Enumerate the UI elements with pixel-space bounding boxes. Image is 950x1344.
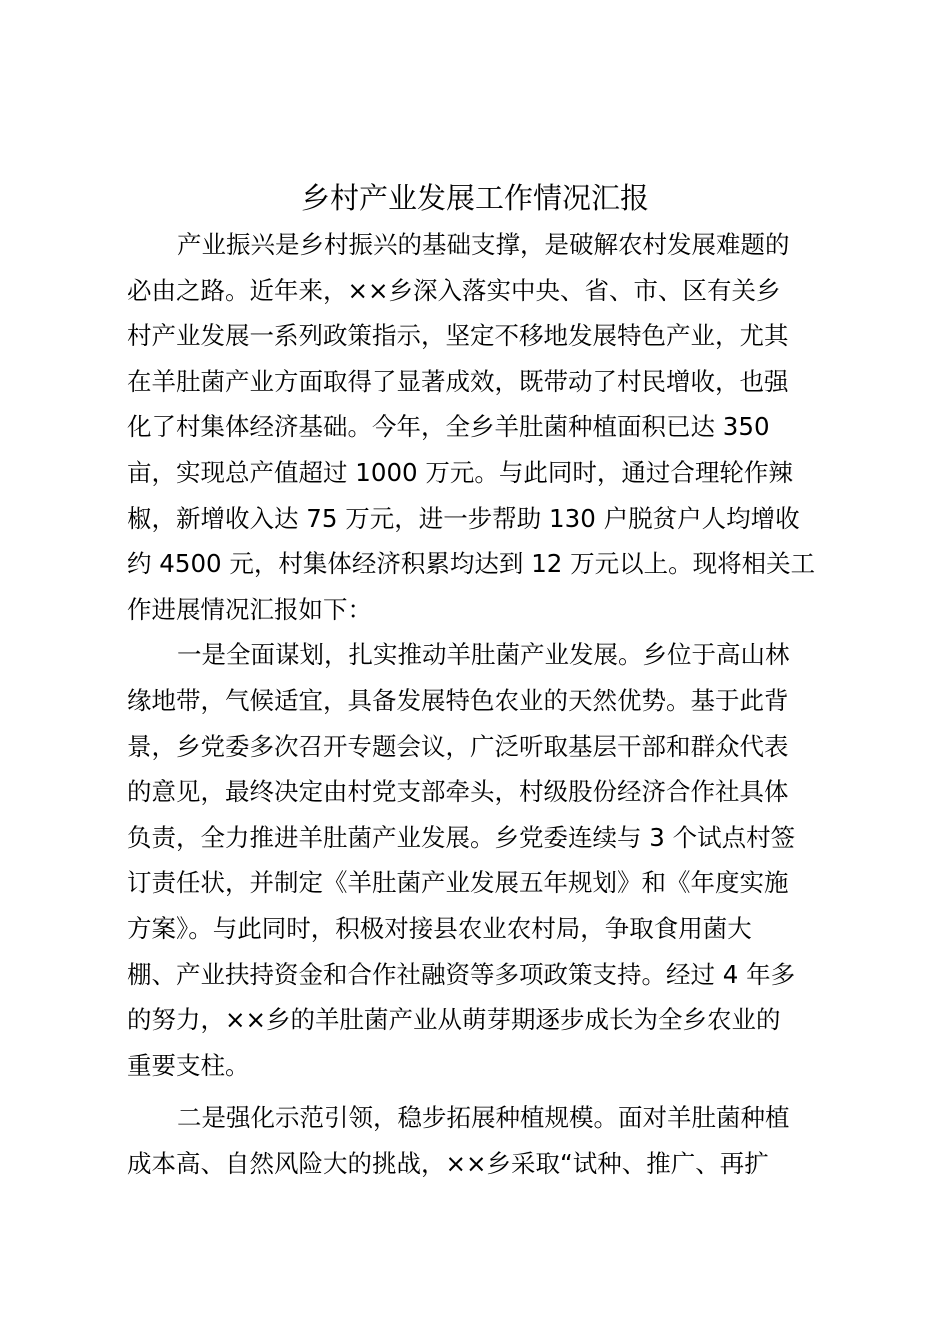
text-line: 缘地带，气候适宜，具备发展特色农业的天然优势。基于此背 [127,685,789,715]
text-line: 订责任状，并制定《羊肚菌产业发展五年规划》和《年度实施 [127,868,789,898]
text-line: 约 4500 元，村集体经济积累均达到 12 万元以上。现将相关工 [127,549,816,579]
text-line: 景，乡党委多次召开专题会议，广泛听取基层干部和群众代表 [127,731,789,761]
text-line: 方案》。与此同时，积极对接县农业农村局，争取食用菌大 [127,913,752,943]
text-line: 棚、产业扶持资金和合作社融资等多项政策支持。经过 4 年多 [127,959,796,989]
document-body [127,222,827,1186]
text-line: 的努力，××乡的羊肚菌产业从萌芽期逐步成长为全乡农业的 [127,1005,781,1035]
text-line: 椒，新增收入达 75 万元，进一步帮助 130 户脱贫户人均增收 [127,503,800,533]
text-line: 在羊肚菌产业方面取得了显著成效，既带动了村民增收，也强 [127,366,789,396]
text-line: 重要支柱。 [127,1050,250,1080]
paragraph [127,632,827,1088]
paragraph-spacer [127,1088,827,1095]
text-line: 的意见，最终决定由村党支部牵头，村级股份经济合作社具体 [127,777,789,807]
text-line: 产业振兴是乡村振兴的基础支撑，是破解农村发展难题的 [177,230,790,259]
text-line: 化了村集体经济基础。今年，全乡羊肚菌种植面积已达 350 [127,412,770,442]
paragraph [127,1095,827,1186]
text-line: 一是全面谋划，扎实推动羊肚菌产业发展。乡位于高山林 [177,640,790,670]
text-line: 二是强化示范引领，稳步拓展种植规模。面对羊肚菌种植 [177,1103,790,1133]
text-line: 成本高、自然风险大的挑战，××乡采取“试种、推广、再扩 [127,1148,769,1178]
text-line: 村产业发展一系列政策指示，坚定不移地发展特色产业，尤其 [127,321,789,351]
document-title: 乡村产业发展工作情况汇报 [300,181,649,215]
text-line: 负责，全力推进羊肚菌产业发展。乡党委连续与 3 个试点村签 [127,822,796,852]
paragraph [127,222,827,632]
text-line: 亩，实现总产值超过 1000 万元。与此同时，通过合理轮作辣 [127,457,793,487]
text-line: 必由之路。近年来，××乡深入落实中央、省、市、区有关乡 [127,275,781,305]
text-line: 作进展情况汇报如下： [127,594,372,624]
